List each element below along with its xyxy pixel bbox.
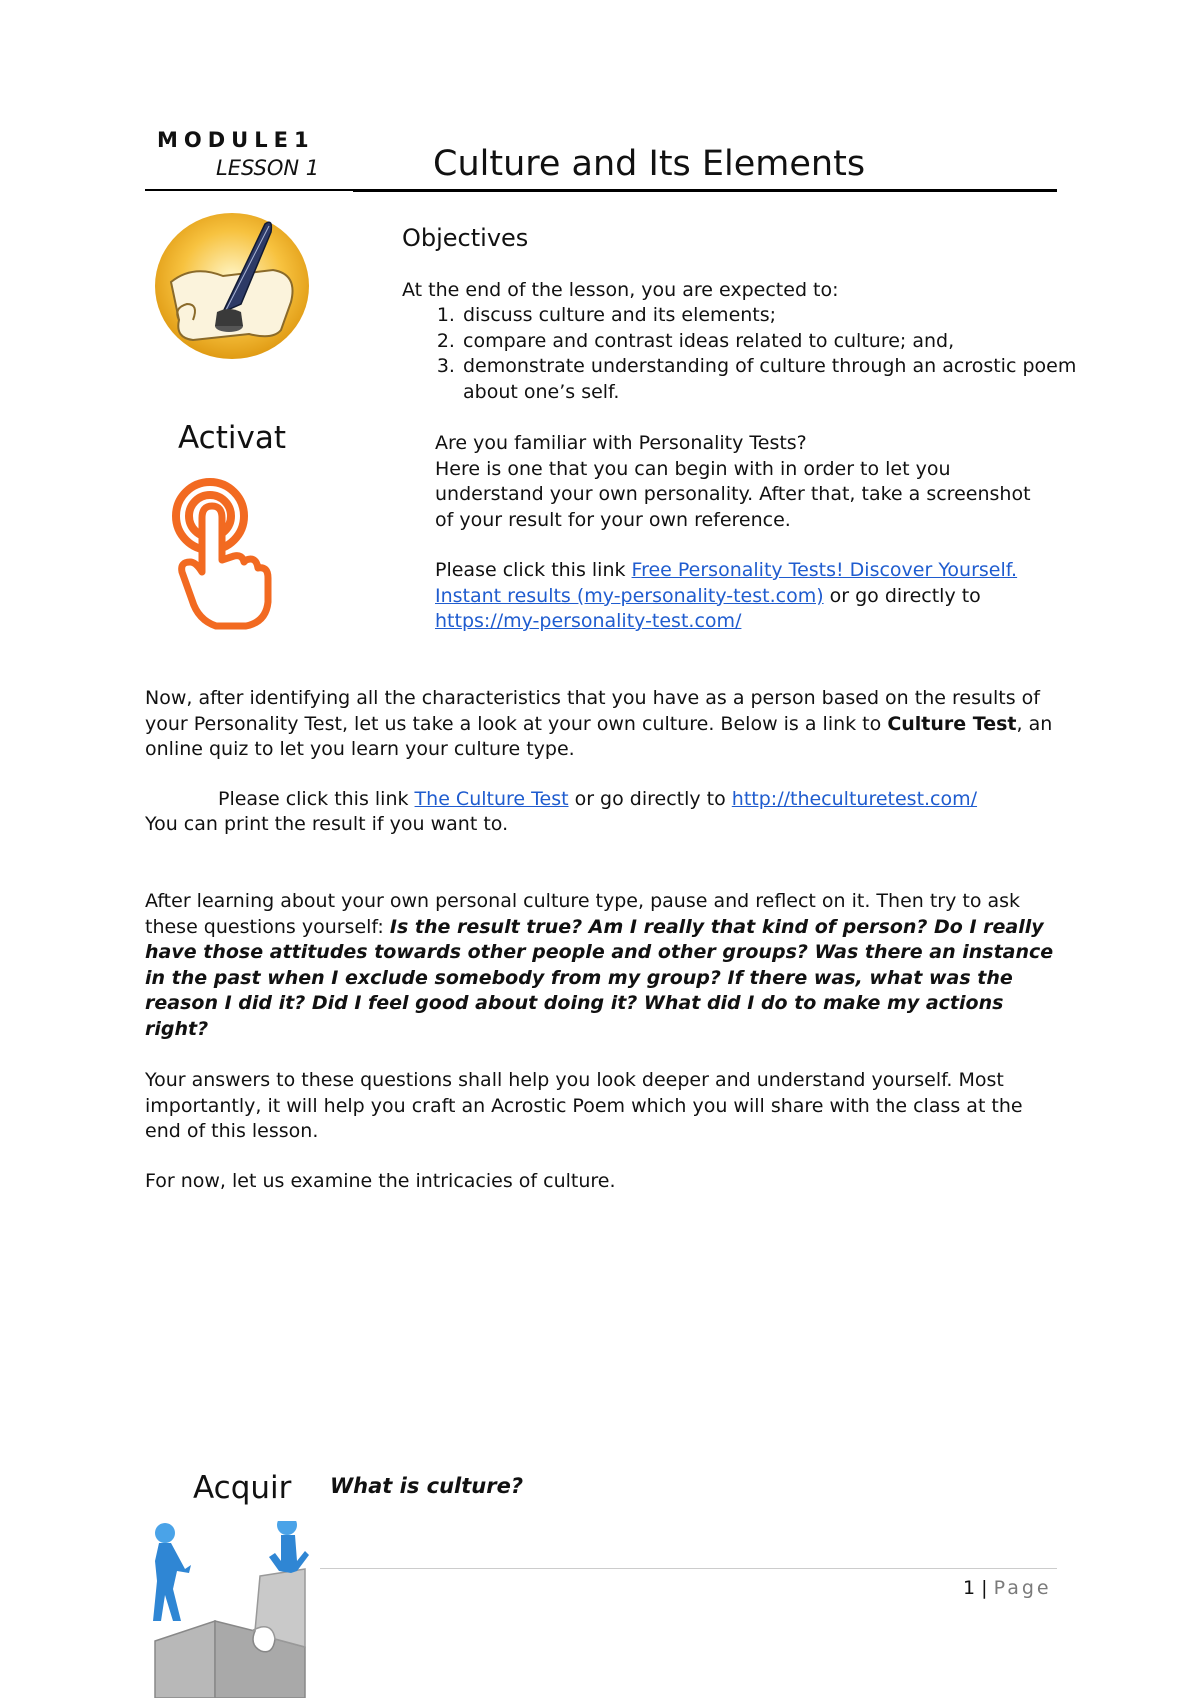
link-mid: or go directly to — [823, 584, 981, 607]
personality-link-paragraph — [435, 558, 1035, 635]
print-result-line: You can print the result if you want to. — [145, 813, 509, 835]
objectives-heading: Objectives — [402, 224, 529, 252]
objectives-intro: At the end of the lesson, you are expected to: — [402, 279, 839, 301]
footer-rule — [320, 1568, 1057, 1569]
objective-item: 3. demonstrate understanding of culture through an acrostic poem about one’s self. — [461, 354, 1101, 405]
text-span: , an online quiz to let you learn your culture type. — [145, 712, 1053, 760]
culture-test-link[interactable]: The Culture Test — [414, 788, 569, 810]
objective-item: 1. discuss culture and its elements; — [461, 303, 1101, 329]
lesson-title: Culture and Its Elements — [433, 144, 866, 184]
culture-test-paragraph — [145, 686, 1055, 763]
personality-instructions: Here is one that you can begin with in order to let you understand your own personality. After that, take a screenshot of your result for your own reference. — [435, 457, 1031, 531]
page-label: Page — [993, 1577, 1052, 1599]
quill-scroll-icon — [153, 212, 311, 362]
page-number: 1 — [963, 1577, 976, 1599]
hand-tap-icon — [172, 476, 272, 632]
puzzle-people-icon — [145, 1521, 325, 1698]
module-label: MODULE1 — [157, 128, 315, 152]
personality-test-link[interactable]: Free Personality Tests! Discover Yourself. Instant results (my-personality-test.com) — [435, 559, 1018, 607]
text-span: Please click this link — [218, 788, 415, 810]
text-span: or go directly to — [568, 788, 732, 810]
lesson-label: LESSON 1 — [216, 156, 320, 180]
reflection-questions: Is the result true? Am I really that kind of person? Do I really have those attitudes towards other people and other groups? Was there an instance in the past when I exclude somebody from my group? If there was, what was the reason I did it? Did I feel good about doing it? What did I do to make my actions right? — [145, 915, 1054, 1040]
personality-test-url[interactable]: https://my-personality-test.com/ — [435, 610, 742, 632]
culture-test-bold: Culture Test — [887, 712, 1017, 735]
answers-paragraph: Your answers to these questions shall help you look deeper and understand yourself. Most importantly, it will help you craft an Acrostic Poem which you will share with the class at the end of this lesson. — [145, 1069, 1023, 1142]
culture-link-line — [218, 787, 977, 813]
intricacies-paragraph: For now, let us examine the intricacies of culture. — [145, 1170, 616, 1192]
link-prefix: Please click this link — [435, 559, 632, 581]
reflection-paragraph — [145, 889, 1055, 1042]
page-footer — [963, 1577, 1052, 1599]
text-span: After learning about your own personal culture type, pause and reflect on it. Then try to ask these questions yourself: — [145, 890, 1021, 938]
acquire-heading: Acquir — [193, 1470, 292, 1506]
culture-test-url[interactable]: http://theculturetest.com/ — [731, 788, 978, 810]
objective-item: 2. compare and contrast ideas related to culture; and, — [461, 329, 1101, 355]
header-rule-left — [145, 189, 353, 191]
header-rule-right — [353, 189, 1057, 192]
footer-separator: | — [981, 1577, 988, 1599]
personality-question: Are you familiar with Personality Tests? — [435, 432, 807, 454]
what-is-culture-question: What is culture? — [330, 1474, 524, 1498]
text-span: Now, after identifying all the characteristics that you have as a person based on the results of your Personality Test, let us take a look at your own culture. Below is a link to — [145, 687, 1040, 735]
personality-intro — [435, 431, 1035, 533]
activate-heading: Activat — [178, 420, 286, 456]
objectives-list — [433, 303, 1101, 405]
